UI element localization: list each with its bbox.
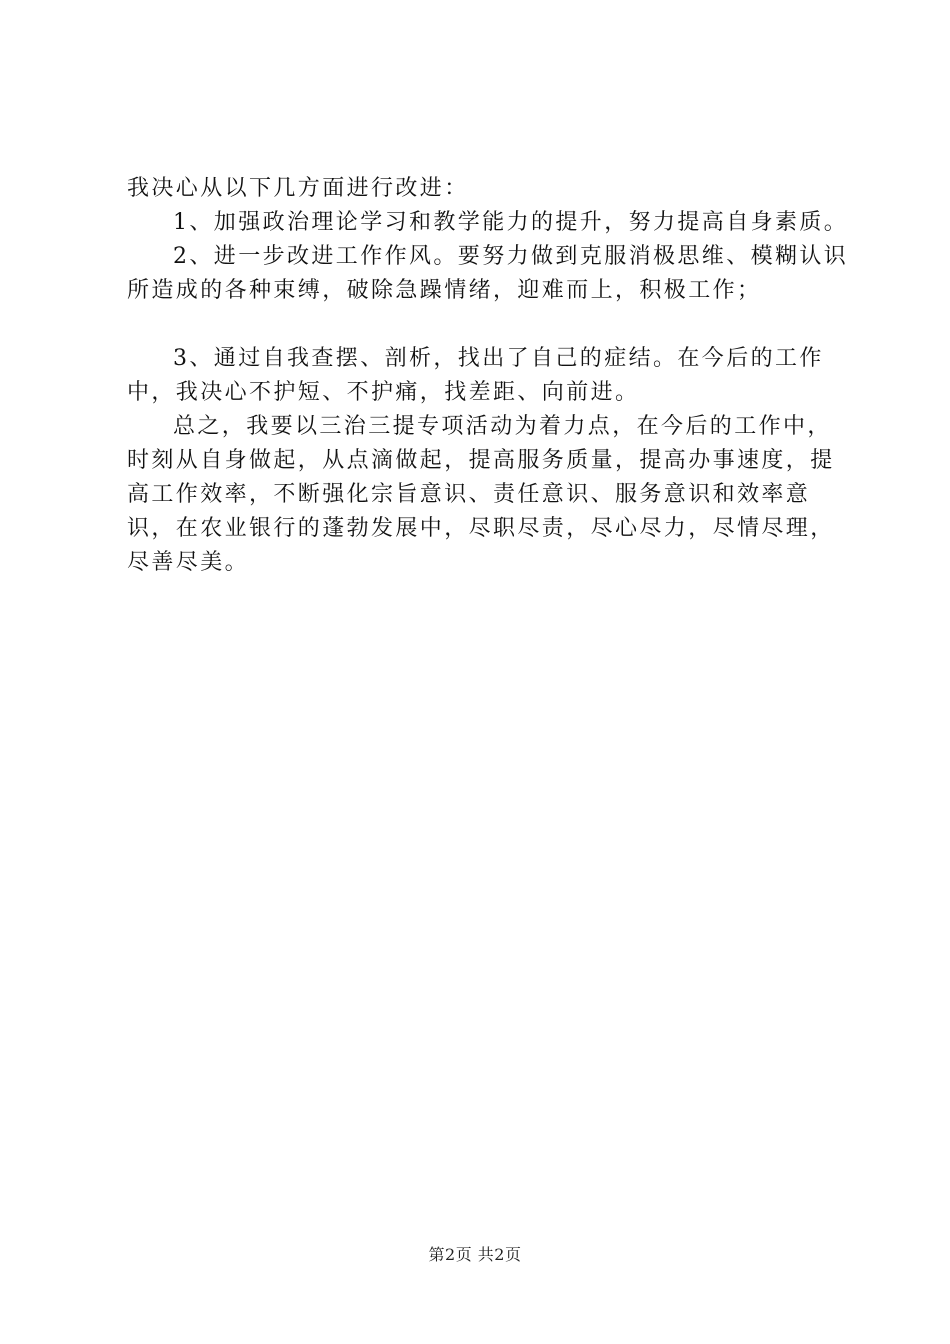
- summary-paragraph: 总之，我要以三治三提专项活动为着力点，在今后的工作中，时刻从自身做起，从点滴做起，提高服务质量，提高办事速度，提高工作效率，不断强化宗旨意识、责任意识、服务意识和效率意识，在农业银行的蓬勃发展中，尽职尽责，尽心尽力，尽情尽理，尽善尽美。: [127, 414, 835, 575]
- document-body: [127, 172, 849, 580]
- list-item-2: 2、进一步改进工作作风。要努力做到克服消极思维、模糊认识所造成的各种束缚，破除急躁情绪，迎难而上，积极工作；: [127, 244, 849, 303]
- intro-paragraph: 我决心从以下几方面进行改进：: [127, 176, 469, 201]
- page-number-footer: 第2页 共2页: [428, 1245, 522, 1264]
- list-item-3: 3、通过自我查摆、剖析，找出了自己的症结。在今后的工作中，我决心不护短、不护痛，找差距、向前进。: [127, 346, 824, 405]
- list-item-1: 1、加强政治理论学习和教学能力的提升，努力提高自身素质。: [173, 210, 849, 235]
